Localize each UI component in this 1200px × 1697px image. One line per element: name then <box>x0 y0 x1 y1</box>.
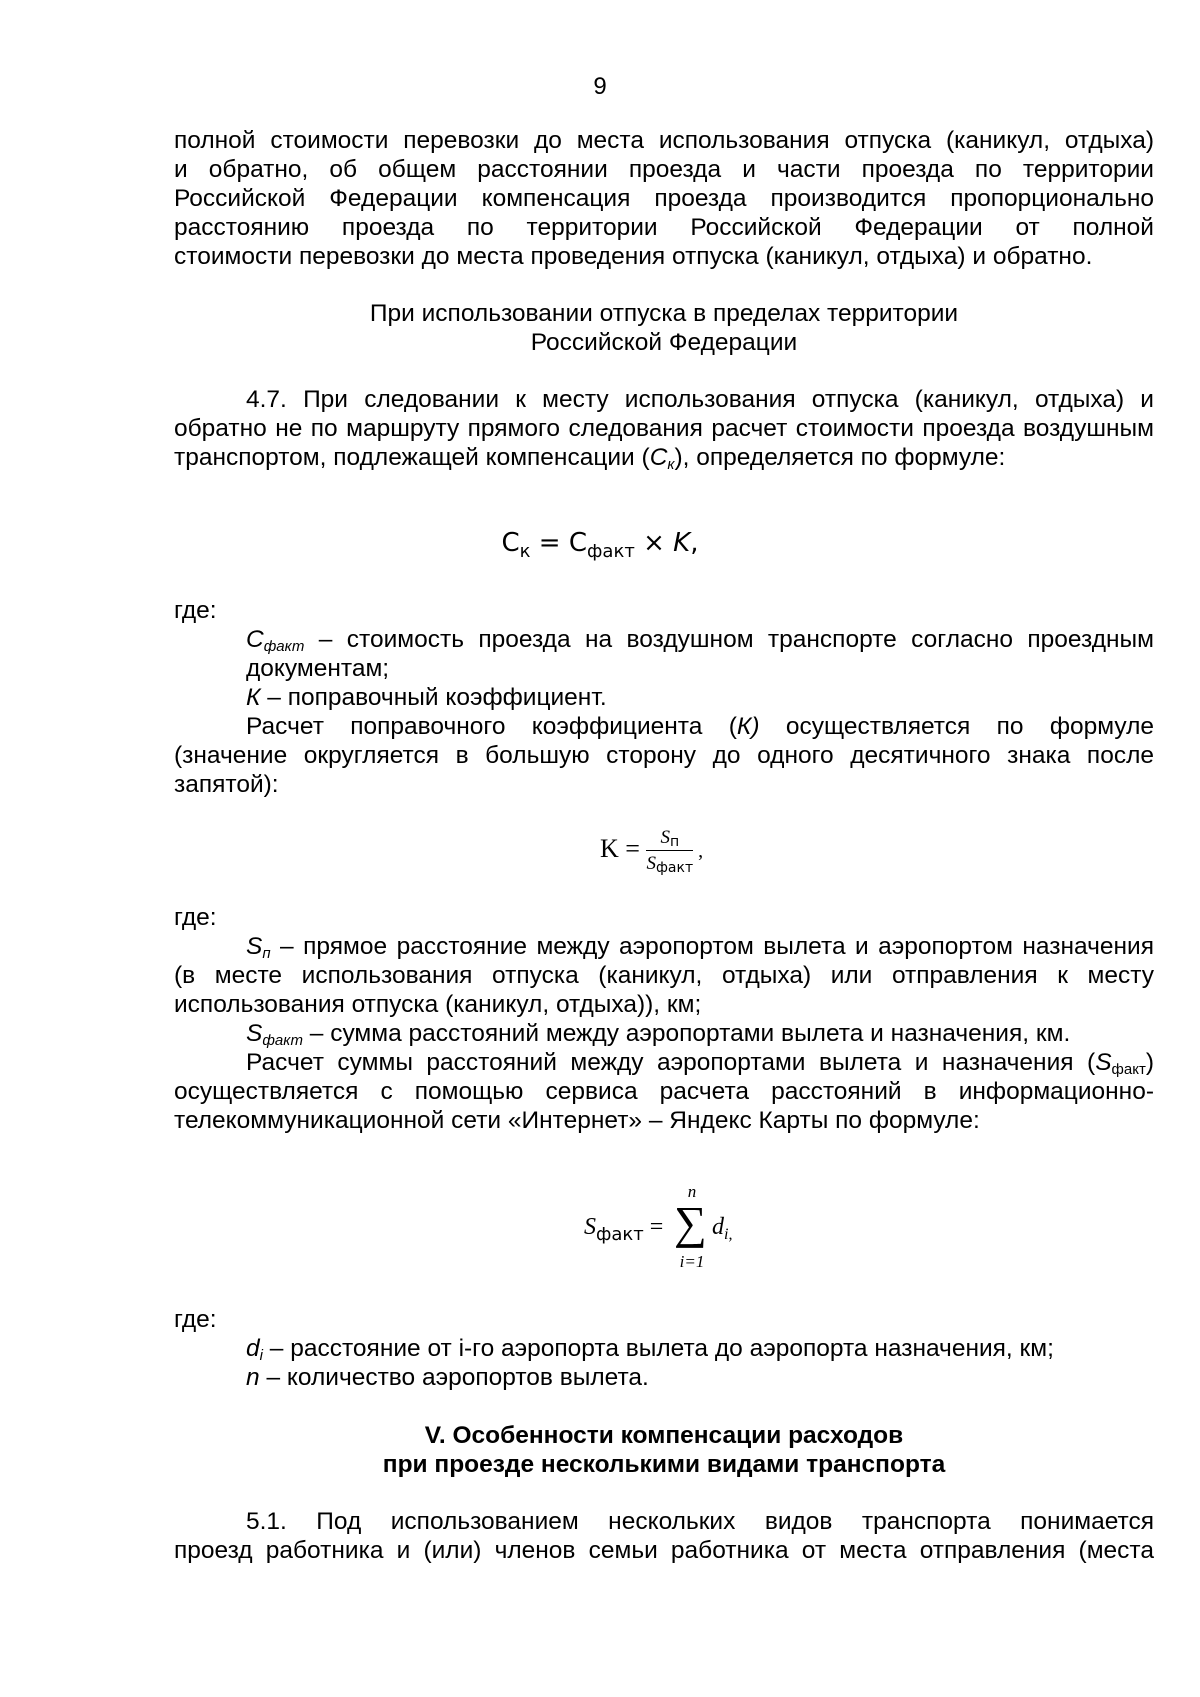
intro-line: и обратно, об общем расстоянии проезда и части проезда по территории <box>174 156 1154 183</box>
sfakt-symbol: $S_{факт}$ <box>246 1020 303 1049</box>
definition-n: n – количество аэропортов вылета. <box>246 1364 649 1391</box>
formula-k: K = $\frac{S_п}{S_{факт}}$ , <box>600 826 704 876</box>
formula-sfakt: $S_{факт}$ = n ∑ i=1 $d_{i,}$ <box>584 1182 733 1271</box>
definition-sn: $S_п$ – прямое расстояние между аэропортом вылета и аэропортом назначения (в месте использования отпуска (каникул, отдыха) или отправления к месту использования отпуска (каникул, отдыха)), км; <box>174 933 1154 1018</box>
intro-line: Российской Федерации компенсация проезда производится пропорционально <box>174 185 1154 212</box>
p47-text: 4.7. При следовании к месту использования отпуска (каникул, отдыха) и обратно не по маршруту прямого следования расчет стоимости проезда воздушным транспортом, подлежащей компенсации ( <box>174 386 1154 471</box>
p47-text: ), определяется по формуле: <box>674 444 1006 471</box>
section-heading-line: при проезде несколькими видами транспорта <box>382 1451 946 1478</box>
p51-line: 5.1. Под использованием нескольких видов транспорта понимается <box>246 1508 1154 1535</box>
k-symbol: К) <box>736 713 760 740</box>
intro-line: полной стоимости перевозки до места использования отпуска (каникул, отдыха) <box>174 127 1154 154</box>
page-number: 9 <box>593 73 607 100</box>
intro-paragraph <box>174 126 1154 271</box>
sum-sign: ∑ <box>674 1197 707 1248</box>
where-label: где: <box>174 904 217 931</box>
sfakt-symbol: S <box>1095 1049 1112 1076</box>
subheading <box>174 299 1154 357</box>
k-symbol: К <box>246 684 261 711</box>
ck-symbol: $С_к$ <box>649 444 675 473</box>
sn-symbol: $S_п$ <box>246 933 271 962</box>
paragraph-5-1 <box>174 1507 1154 1565</box>
paragraph-calc-s: Расчет суммы расстояний между аэропортами вылета и назначения $(S_{факт})$ осуществляется с помощью сервиса расчета расстояний в информационно-телекоммуникационной сети «Интернет» – Яндекс Карты по формуле: <box>174 1049 1154 1134</box>
sum-upper-limit: n <box>687 1182 697 1201</box>
di-symbol: $d_i$ <box>246 1335 263 1364</box>
where-label: где: <box>174 1306 217 1333</box>
paragraph-4-7 <box>174 385 1154 472</box>
paragraph-calc-k: Расчет поправочного коэффициента (К) осуществляется по формуле (значение округляется в большую сторону до одного десятичного знака после запятой): <box>174 713 1154 798</box>
sum-lower-limit: i=1 <box>679 1252 705 1271</box>
definition-di: $d_i$ – расстояние от i-го аэропорта вылета до аэропорта назначения, км; <box>246 1335 1054 1364</box>
definition-sfakt: $S_{факт}$ – сумма расстояний между аэропортами вылета и назначения, км. <box>246 1020 1071 1049</box>
subheading-line: При использовании отпуска в пределах территории <box>369 300 959 327</box>
subheading-line: Российской Федерации <box>530 329 798 356</box>
n-symbol: n <box>246 1364 260 1391</box>
intro-line: расстоянию проезда по территории Российской Федерации от полной <box>174 214 1154 241</box>
p51-line: проезд работника и (или) членов семьи работника от места отправления (места <box>174 1537 1154 1564</box>
where-label: где: <box>174 597 217 624</box>
definition-cfakt: $С_{факт}$ – стоимость проезда на воздушном транспорте согласно проездным документам; <box>246 626 1154 682</box>
cfakt-symbol: $С_{факт}$ <box>246 626 305 655</box>
section-heading <box>174 1421 1154 1479</box>
section-heading-line: V. Особенности компенсации расходов <box>424 1422 904 1449</box>
intro-line: стоимости перевозки до места проведения отпуска (каникул, отдыха) и обратно. <box>174 243 1093 270</box>
definition-k: К – поправочный коэффициент. <box>246 684 607 711</box>
formula-ck: $С_к = С_{факт} \times K$, <box>501 528 699 562</box>
fraction: $\frac{S_п}{S_{факт}}$ <box>646 826 694 876</box>
